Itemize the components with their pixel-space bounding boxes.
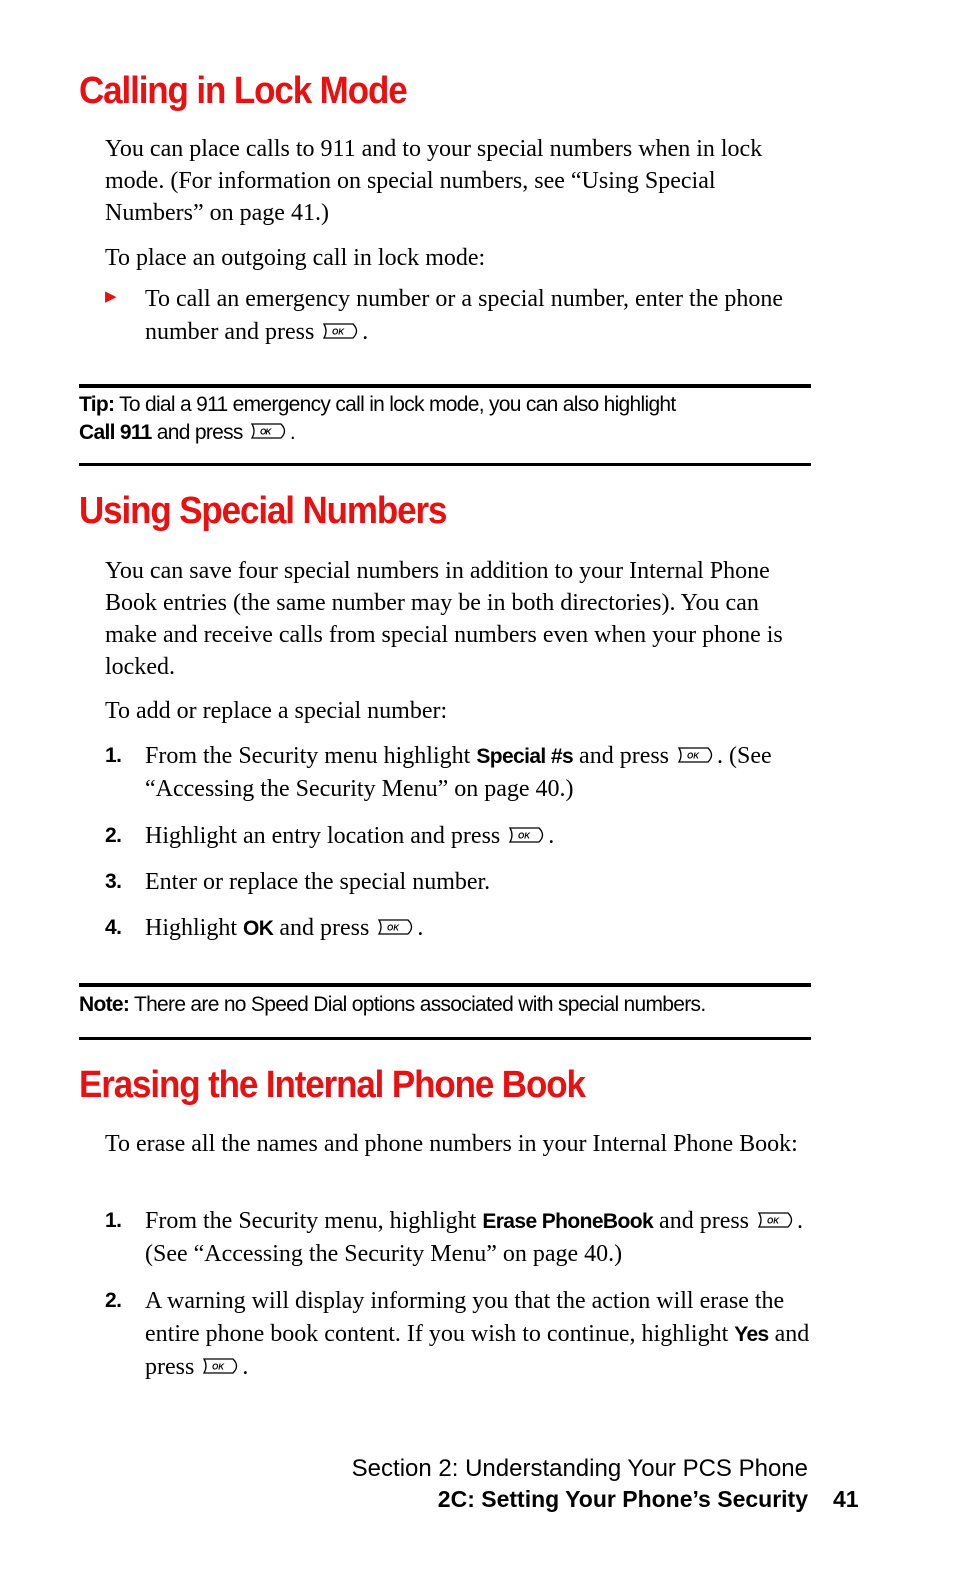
bullet-arrow-icon: ▶	[105, 287, 117, 305]
note-bottom-rule	[79, 1037, 811, 1040]
step-item	[105, 820, 817, 853]
step-text: From the Security menu, highlight	[145, 1208, 477, 1234]
ok-key-icon	[375, 916, 417, 938]
svg-text:OK: OK	[212, 1362, 225, 1372]
step-number: 2.	[105, 824, 122, 847]
note-box	[79, 991, 814, 1019]
paragraph-special-numbers-instruction: To add or replace a special number:	[105, 698, 448, 724]
step-text: Highlight	[145, 915, 238, 941]
step-keyword: Yes	[734, 1323, 769, 1346]
step-number: 2.	[105, 1289, 122, 1312]
tip-text: To dial a 911 emergency call in lock mode, you can also highlight	[119, 393, 676, 416]
note-text: There are no Speed Dial options associated with special numbers.	[133, 993, 706, 1016]
tip-text-after: and press	[156, 421, 243, 444]
step-text: and press	[145, 1321, 810, 1380]
step-text: .	[417, 915, 424, 941]
step-text: Highlight an entry location and press	[145, 823, 501, 849]
svg-text:OK: OK	[332, 327, 345, 337]
step-number: 1.	[105, 744, 122, 767]
step-text: and press	[279, 915, 370, 941]
step-text: . (See “Accessing the Security Menu” on page 40.)	[145, 743, 772, 802]
svg-text:OK: OK	[767, 1216, 780, 1226]
tip-box	[79, 391, 814, 447]
tip-period: .	[289, 421, 295, 444]
step-text: Enter or replace the special number.	[145, 869, 491, 895]
tip-top-rule	[79, 384, 811, 388]
step-item	[105, 1205, 817, 1271]
note-top-rule	[79, 983, 811, 987]
ok-key-icon	[320, 320, 362, 342]
step-text: . (See “Accessing the Security Menu” on page 40.)	[145, 1208, 804, 1267]
step-text: A warning will display informing you that the action will erase the entire phone book content. If you wish to continue, highlight	[145, 1288, 785, 1347]
ok-key-icon	[506, 824, 548, 846]
note-label: Note:	[79, 993, 130, 1016]
paragraph-lock-mode-instruction: To place an outgoing call in lock mode:	[105, 245, 486, 271]
tip-label: Tip:	[79, 393, 115, 416]
svg-text:OK: OK	[518, 831, 531, 841]
tip-keyword: Call 911	[79, 421, 152, 444]
svg-text:OK: OK	[259, 427, 271, 437]
svg-text:OK: OK	[387, 923, 400, 933]
paragraph-erase-intro: To erase all the names and phone numbers in your Internal Phone Book:	[105, 1131, 798, 1157]
bullet-period: .	[362, 319, 369, 345]
heading-using-special-numbers: Using Special Numbers	[79, 490, 447, 532]
step-item	[105, 740, 817, 806]
ok-key-icon	[248, 420, 290, 442]
step-item	[105, 1285, 817, 1384]
ok-key-icon	[755, 1209, 797, 1231]
bullet-text: To call an emergency number or a special number, enter the phone number and press	[145, 286, 783, 345]
bullet-item	[105, 283, 817, 349]
heading-erasing-internal-phone-book: Erasing the Internal Phone Book	[79, 1064, 585, 1106]
step-text: and press	[579, 743, 670, 769]
step-keyword: Special #s	[476, 745, 574, 768]
step-number: 1.	[105, 1209, 122, 1232]
ok-key-icon	[200, 1355, 242, 1377]
page-number: 41	[833, 1486, 859, 1512]
heading-calling-in-lock-mode: Calling in Lock Mode	[79, 70, 407, 112]
step-keyword: OK	[243, 917, 274, 940]
step-item	[105, 912, 817, 945]
step-keyword: Erase PhoneBook	[482, 1210, 654, 1233]
step-number: 4.	[105, 916, 122, 939]
paragraph-lock-mode-intro: You can place calls to 911 and to your special numbers when in lock mode. (For information on special numbers, see “Using Special Numbers” on page 41.)	[105, 136, 763, 226]
footer-chapter-title: 2C: Setting Your Phone’s Security	[437, 1486, 808, 1512]
svg-text:OK: OK	[687, 751, 700, 761]
step-text: and press	[659, 1208, 750, 1234]
step-number: 3.	[105, 870, 122, 893]
footer-section-title: Section 2: Understanding Your PCS Phone	[351, 1455, 808, 1482]
step-item	[105, 866, 817, 899]
step-text: .	[548, 823, 555, 849]
paragraph-special-numbers-intro: You can save four special numbers in addition to your Internal Phone Book entries (the same number may be in both directories). You can make and receive calls from special numbers even when your phone is locked.	[105, 558, 783, 680]
step-text: .	[242, 1354, 249, 1380]
ok-key-icon	[675, 744, 717, 766]
tip-bottom-rule	[79, 463, 811, 466]
step-text: From the Security menu highlight	[145, 743, 471, 769]
